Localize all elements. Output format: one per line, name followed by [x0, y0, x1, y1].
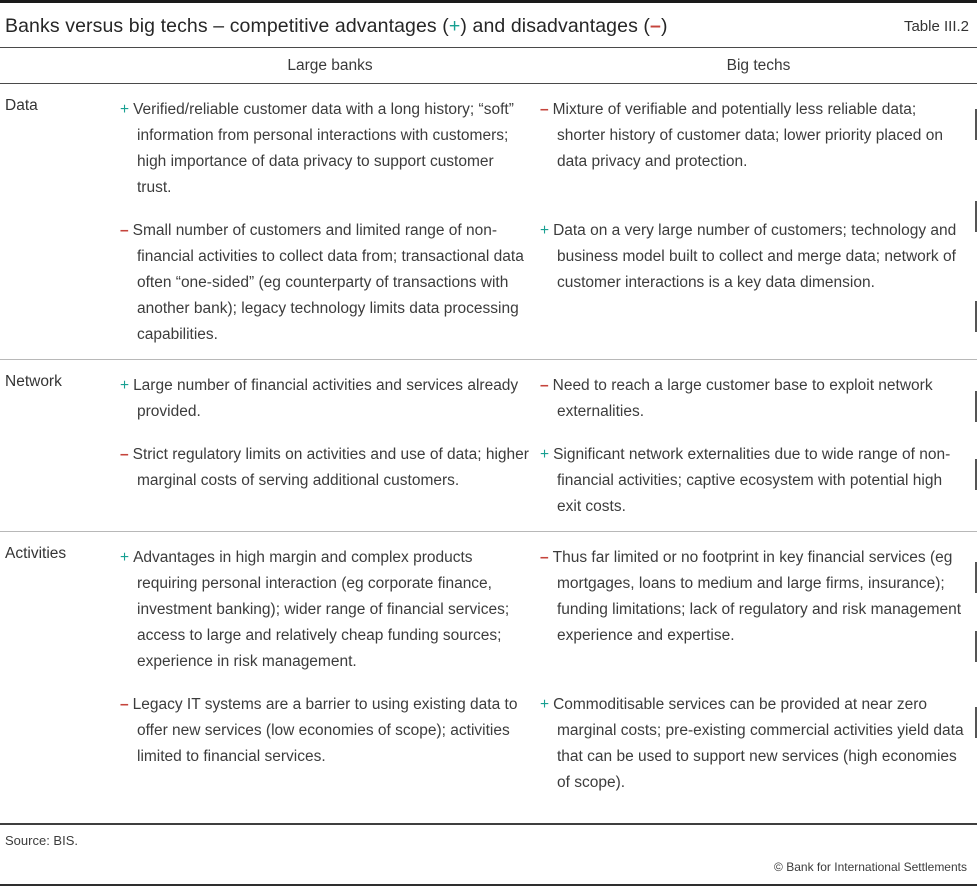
- cell-text: Data on a very large number of customers; technology and business model built to collect and merge data; network of customer interactions is a key data dimension.: [553, 222, 957, 291]
- plus-icon: +: [448, 15, 461, 37]
- row-label-network: Network: [5, 373, 62, 390]
- table-row-network: [0, 359, 977, 531]
- cell-activities-banks-1: [120, 545, 540, 675]
- cell-text: Thus far limited or no footprint in key financial services (eg mortgages, loans to medium and large firms, insurance); funding limitations; lack of regulatory and risk management experience and expertise.: [552, 549, 962, 644]
- table-number: Table III.2: [903, 18, 969, 35]
- minus-icon: –: [650, 15, 661, 37]
- cell-text: Advantages in high margin and complex products requiring personal interaction (eg corporate finance, investment banking); wider range of financial services; access to large and relatively cheap funding sources; experience in risk management.: [133, 549, 510, 670]
- title-text: ) and disadvantages (: [460, 15, 651, 37]
- cell-data-banks-2: [120, 218, 540, 348]
- cell-network-banks-1: [120, 373, 540, 425]
- plus-icon: +: [120, 101, 130, 118]
- cell-text: Significant network externalities due to wide range of non-financial activities; captive ecosystem with potential high exit costs.: [553, 446, 951, 515]
- column-header-big-techs: Big techs: [726, 57, 791, 74]
- column-header-spacer: [0, 57, 120, 75]
- table-row-activities: [0, 531, 977, 807]
- title-text: ): [660, 15, 668, 37]
- cell-activities-banks-2: [120, 692, 540, 796]
- cell-text: Large number of financial activities and services already provided.: [133, 377, 519, 420]
- cell-activities-techs-1: [540, 545, 977, 675]
- column-header-row: [0, 48, 977, 84]
- plus-icon: +: [120, 377, 130, 394]
- row-label-activities: Activities: [5, 545, 67, 562]
- cell-text: Strict regulatory limits on activities and use of data; higher marginal costs of serving additional customers.: [132, 446, 529, 489]
- minus-icon: –: [120, 446, 129, 463]
- title-bar: [0, 3, 977, 48]
- cell-text: Mixture of verifiable and potentially less reliable data; shorter history of customer data; lower priority placed on data privacy and protection.: [552, 101, 943, 170]
- table-row-data: [0, 84, 977, 359]
- column-header-large-banks: Large banks: [287, 57, 373, 74]
- row-label-data: Data: [5, 97, 38, 114]
- cell-activities-techs-2: [540, 692, 977, 796]
- minus-icon: –: [540, 101, 549, 118]
- title-text: Banks versus big techs – competitive advantages (: [5, 15, 449, 37]
- minus-icon: –: [120, 222, 129, 239]
- cell-text: Small number of customers and limited range of non-financial activities to collect data from; transactional data often “one-sided” (eg counterparty of transactions with another bank); legacy technology limits data processing capabilities.: [132, 222, 524, 343]
- minus-icon: –: [120, 696, 129, 713]
- plus-icon: +: [540, 446, 550, 463]
- cell-text: Verified/reliable customer data with a long history; “soft” information from personal interactions with customers; high importance of data privacy to support customer trust.: [133, 101, 514, 196]
- cell-data-techs-1: [540, 97, 977, 201]
- cell-data-techs-2: [540, 218, 977, 348]
- copyright-note: © Bank for International Settlements: [774, 860, 967, 874]
- cell-text: Commoditisable services can be provided at near zero marginal costs; pre-existing commercial activities yield data that can be used to support new services (high economies of scope).: [553, 696, 964, 791]
- table-title: [5, 15, 668, 38]
- plus-icon: +: [540, 696, 550, 713]
- table-footer: [0, 823, 977, 886]
- cell-text: Legacy IT systems are a barrier to using existing data to offer new services (low economies of scope); activities limited to financial services.: [132, 696, 518, 765]
- cell-network-banks-2: [120, 442, 540, 520]
- source-note: Source: BIS.: [5, 833, 78, 848]
- cell-network-techs-2: [540, 442, 977, 520]
- cell-data-banks-1: [120, 97, 540, 201]
- minus-icon: –: [540, 377, 549, 394]
- plus-icon: +: [540, 222, 550, 239]
- cell-text: Need to reach a large customer base to exploit network externalities.: [552, 377, 933, 420]
- cell-network-techs-1: [540, 373, 977, 425]
- minus-icon: –: [540, 549, 549, 566]
- plus-icon: +: [120, 549, 130, 566]
